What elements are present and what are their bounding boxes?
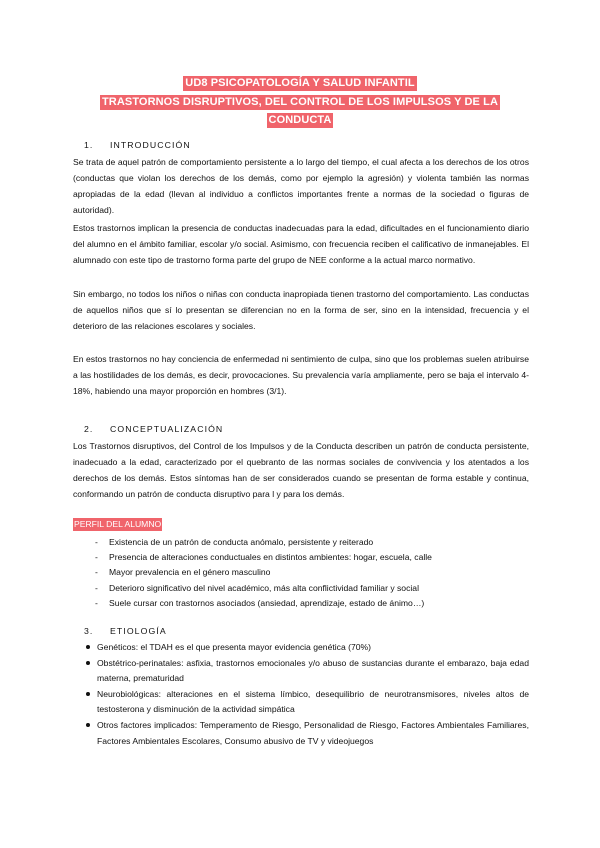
- title-line-3: CONDUCTA: [268, 114, 332, 126]
- heading-number: 2.: [84, 424, 94, 434]
- heading-text: CONCEPTUALIZACIÓN: [110, 424, 224, 434]
- list-item: Obstétrico-perinatales: asfixia, trastornos emocionales y/o abuso de sustancias durante el embarazo, baja edad materna, prematuridad: [84, 656, 529, 687]
- list-item: - Mayor prevalencia en el género masculino: [95, 565, 535, 580]
- list-item: - Presencia de alteraciones conductuales en distintos ambientes: hogar, escuela, calle: [95, 550, 535, 565]
- intro-paragraph-3: Sin embargo, no todos los niños o niñas con conducta inapropiada tienen trastorno del comportamiento. Las conductas de aquellos niños que sí lo presentan se diferencian no en la forma de ser, sino en la intensidad, frecuencia y el deterioro de las relaciones escolares y sociales.: [73, 289, 529, 331]
- etiology-list: [84, 640, 529, 749]
- heading-introduccion: [84, 140, 191, 150]
- heading-text: INTRODUCCIÓN: [110, 140, 191, 150]
- intro-paragraph-1: Se trata de aquel patrón de comportamiento persistente a lo largo del tiempo, el cual afecta a los derechos de los otros (conductas que violan los derechos de los demás, como por ejemplo la agresión) y violenta también las normas apropiadas de la edad (llevan al individuo a conflictos importantes frente a normas de la sociedad o figuras de autoridad).: [73, 157, 529, 215]
- intro-paragraph-4: En estos trastornos no hay conciencia de enfermedad ni sentimiento de culpa, sino que los problemas suelen atribuirse a las hostilidades de los demás, es decir, provocaciones. Su prevalencia varía ampliamente, pero se baja el intervalo 4-18%, habiendo una mayor proporción en hombres (3/1).: [73, 354, 529, 396]
- list-item: - Suele cursar con trastornos asociados (ansiedad, aprendizaje, estado de ánimo…): [95, 596, 535, 611]
- title-line-2: TRASTORNOS DISRUPTIVOS, DEL CONTROL DE LOS IMPULSOS Y DE LA: [101, 96, 499, 108]
- document-title: [0, 73, 600, 128]
- list-item: - Deterioro significativo del nivel académico, más alta conflictividad familiar y social: [95, 581, 535, 596]
- profile-tag: PERFIL DEL ALUMNO: [74, 519, 162, 529]
- list-item: Genéticos: el TDAH es el que presenta mayor evidencia genética (70%): [84, 640, 529, 656]
- intro-paragraph-2: Estos trastornos implican la presencia de conductas inadecuadas para la edad, dificultades en el funcionamiento diario del alumno en el ámbito familiar, escolar y/o social. Asimismo, con frecuencia reciben el calificativo de inmanejables. El alumnado con este tipo de trastorno forma parte del grupo de NEE conforme a la actual marco normativo.: [73, 223, 529, 265]
- heading-number: 1.: [84, 140, 94, 150]
- title-line-1: UD8 PSICOPATOLOGÍA Y SALUD INFANTIL: [185, 77, 415, 89]
- list-item: - Existencia de un patrón de conducta anómalo, persistente y reiterado: [95, 535, 535, 550]
- list-item: Neurobiológicas: alteraciones en el sistema límbico, desequilibrio de neurotransmisores, niveles altos de testosterona y disminución de la actividad simpática: [84, 687, 529, 718]
- concept-paragraph: Los Trastornos disruptivos, del Control de los Impulsos y de la Conducta describen un patrón de conducta persistente, inadecuado a la edad, caracterizado por el quebranto de las normas sociales de convivencia y los atentados a los derechos de los demás. Estos síntomas han de ser considerados cuando se presentan de forma estable y continua, conformando un patrón de conducta disruptivo para l y para los demás.: [73, 441, 529, 499]
- list-item: Otros factores implicados: Temperamento de Riesgo, Personalidad de Riesgo, Factores Ambientales Familiares, Factores Ambientales Escolares, Consumo abusivo de TV y videojuegos: [84, 718, 529, 749]
- heading-conceptualizacion: [84, 424, 223, 434]
- heading-number: 3.: [84, 626, 94, 636]
- heading-etiologia: [84, 626, 167, 636]
- profile-list: [95, 535, 535, 611]
- heading-text: ETIOLOGÍA: [110, 626, 167, 636]
